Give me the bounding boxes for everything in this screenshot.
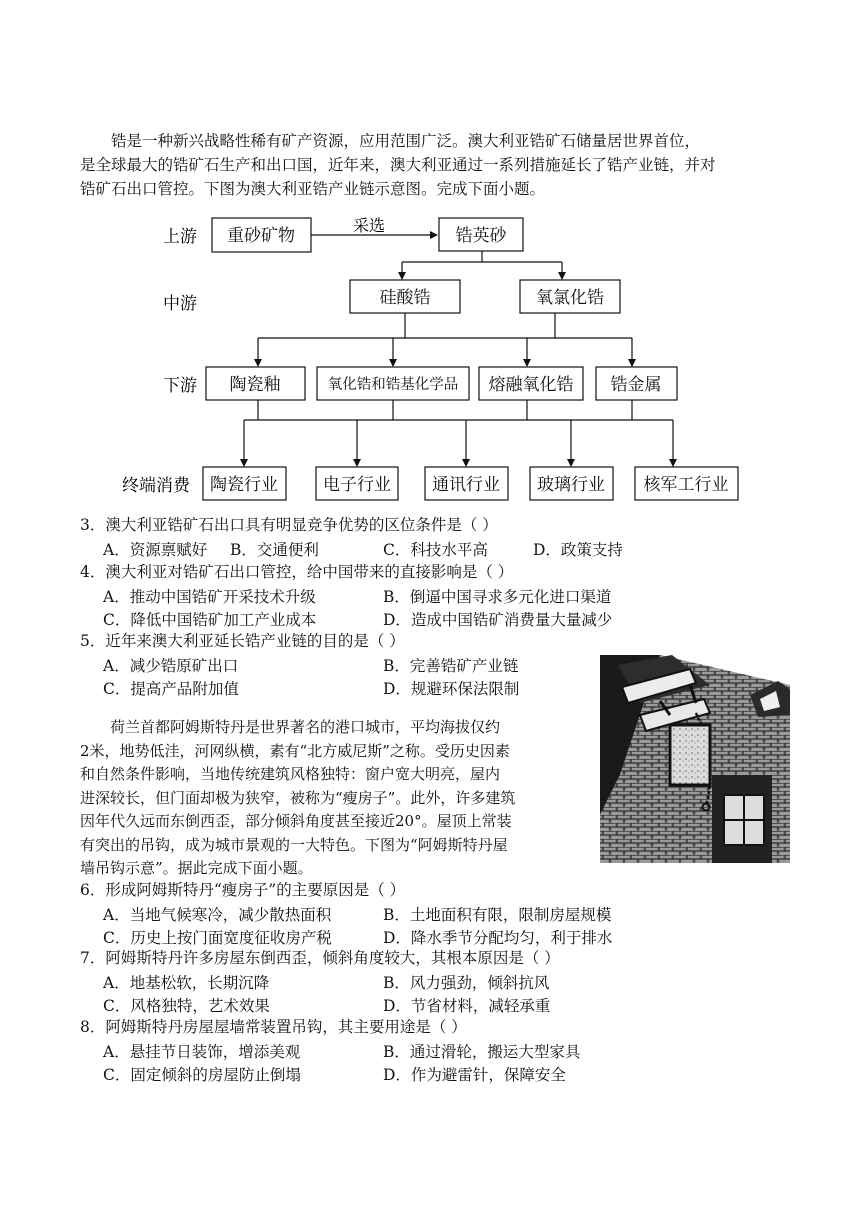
intro-line: 和自然条件影响，当地传统建筑风格独特：窗户宽大明亮，屋内 bbox=[80, 765, 501, 783]
question-3-option-a[interactable]: A．资源禀赋好 bbox=[103, 541, 208, 559]
question-3-option-d[interactable]: D．政策支持 bbox=[533, 541, 623, 559]
question-5-stem: 5．近年来澳大利亚延长锆产业链的目的是（ ） bbox=[80, 632, 405, 650]
question-6-option-b[interactable]: B．土地面积有限，限制房屋规模 bbox=[383, 906, 612, 924]
question-5-option-d[interactable]: D．规避环保法限制 bbox=[383, 680, 520, 698]
node-ceramic-industry: 陶瓷行业 bbox=[210, 475, 278, 495]
question-4-option-d[interactable]: D．造成中国锆矿消费量大量减少 bbox=[383, 611, 613, 629]
question-8-option-b[interactable]: B．通过滑轮，搬运大型家具 bbox=[383, 1043, 581, 1061]
question-4-option-b[interactable]: B．倒逼中国寻求多元化进口渠道 bbox=[383, 588, 612, 606]
question-6-option-a[interactable]: A．当地气候寒冷，减少散热面积 bbox=[103, 906, 332, 924]
question-8-option-c[interactable]: C．固定倾斜的房屋防止倒塌 bbox=[103, 1066, 301, 1084]
question-8-option-a[interactable]: A．悬挂节日装饰，增添美观 bbox=[103, 1043, 301, 1061]
intro-line: 有突出的吊钩，成为城市景观的一大特色。下图为“阿姆斯特丹屋 bbox=[80, 835, 508, 854]
node-fused-zirconia: 熔融氧化锆 bbox=[488, 375, 574, 395]
zirconium-industry-chain-diagram bbox=[0, 0, 868, 520]
node-glass-industry: 玻璃行业 bbox=[537, 475, 605, 495]
intro-passage-amsterdam bbox=[80, 716, 592, 881]
node-zircon-sand: 锆英砂 bbox=[455, 226, 507, 246]
intro-line: 进深较长，但门面却极为狭窄，被称为“瘦房子”。此外，许多建筑 bbox=[80, 788, 516, 807]
node-nuclear-military-industry: 核军工行业 bbox=[643, 475, 729, 495]
intro-line: 荷兰首都阿姆斯特丹是世界著名的港口城市，平均海拔仅约 bbox=[110, 718, 501, 736]
intro-line: 2米，地势低洼，河网纵横，素有“北方威尼斯”之称。受历史因素 bbox=[80, 741, 510, 760]
node-heavy-mineral-sand: 重砂矿物 bbox=[227, 226, 295, 246]
question-7-stem: 7．阿姆斯特丹许多房屋东倒西歪，倾斜角度较大，其根本原因是（ ） bbox=[80, 949, 560, 967]
node-electronics-industry: 电子行业 bbox=[323, 475, 391, 495]
intro-line: 锆矿石出口管控。下图为澳大利亚锆产业链示意图。完成下面小题。 bbox=[80, 180, 546, 198]
question-5-option-b[interactable]: B．完善锆矿产业链 bbox=[383, 657, 519, 675]
intro-line: 墙吊钩示意”。据此完成下面小题。 bbox=[80, 859, 313, 877]
question-5-option-c[interactable]: C．提高产品附加值 bbox=[103, 680, 239, 698]
question-4-stem: 4．澳大利亚对锆矿石出口管控，给中国带来的直接影响是（ ） bbox=[80, 563, 514, 581]
question-4-option-a[interactable]: A．推动中国锆矿开采技术升级 bbox=[103, 588, 316, 606]
intro-line: 锆是一种新兴战略性稀有矿产资源，应用范围广泛。澳大利亚锆矿石储量居世界首位， bbox=[111, 132, 701, 150]
level-label-downstream: 下游 bbox=[163, 376, 197, 396]
level-label-upstream: 上游 bbox=[163, 227, 197, 247]
node-zirconium-silicate: 硅酸锆 bbox=[379, 288, 431, 308]
question-8-stem: 8．阿姆斯特丹房屋屋墙常装置吊钩，其主要用途是（ ） bbox=[80, 1018, 467, 1036]
intro-line: 因年代久远而东倒西歪，部分倾斜角度甚至接近20°。屋顶上常装 bbox=[80, 812, 512, 830]
level-label-terminal: 终端消费 bbox=[122, 476, 190, 496]
question-7-option-a[interactable]: A．地基松软，长期沉降 bbox=[103, 974, 270, 992]
node-zirconium-oxychloride: 氧氯化锆 bbox=[536, 288, 604, 308]
amsterdam-wall-hook-photo bbox=[600, 655, 790, 863]
question-4-option-c[interactable]: C．降低中国锆矿加工产业成本 bbox=[103, 611, 317, 629]
question-7-option-b[interactable]: B．风力强劲，倾斜抗风 bbox=[383, 974, 550, 992]
node-telecom-industry: 通讯行业 bbox=[432, 475, 500, 495]
question-5-option-a[interactable]: A．减少锆原矿出口 bbox=[103, 657, 239, 675]
question-3-option-c[interactable]: C．科技水平高 bbox=[383, 541, 488, 559]
node-zirconia-chemicals: 氧化锆和锆基化学品 bbox=[327, 377, 459, 393]
node-ceramic-glaze: 陶瓷釉 bbox=[229, 375, 281, 395]
arrow-label-beneficiation: 采选 bbox=[352, 216, 386, 235]
question-6-option-d[interactable]: D．降水季节分配均匀，利于排水 bbox=[383, 929, 613, 947]
question-7-option-d[interactable]: D．节省材料，减轻承重 bbox=[383, 997, 551, 1015]
question-6-option-c[interactable]: C．历史上按门面宽度征收房产税 bbox=[103, 929, 332, 947]
question-3-option-b[interactable]: B．交通便利 bbox=[230, 541, 319, 559]
question-7-option-c[interactable]: C．风格独特，艺术效果 bbox=[103, 997, 270, 1015]
question-3-stem: 3．澳大利亚锆矿石出口具有明显竞争优势的区位条件是（ ） bbox=[80, 516, 498, 534]
intro-line: 是全球最大的锆矿石生产和出口国，近年来，澳大利亚通过一系列措施延长了锆产业链，并对 bbox=[80, 156, 716, 174]
node-zirconium-metal: 锆金属 bbox=[610, 375, 662, 395]
question-6-stem: 6．形成阿姆斯特丹“瘦房子”的主要原因是（ ） bbox=[80, 881, 406, 899]
level-label-midstream: 中游 bbox=[163, 294, 197, 314]
question-8-option-d[interactable]: D．作为避雷针，保障安全 bbox=[383, 1066, 566, 1084]
